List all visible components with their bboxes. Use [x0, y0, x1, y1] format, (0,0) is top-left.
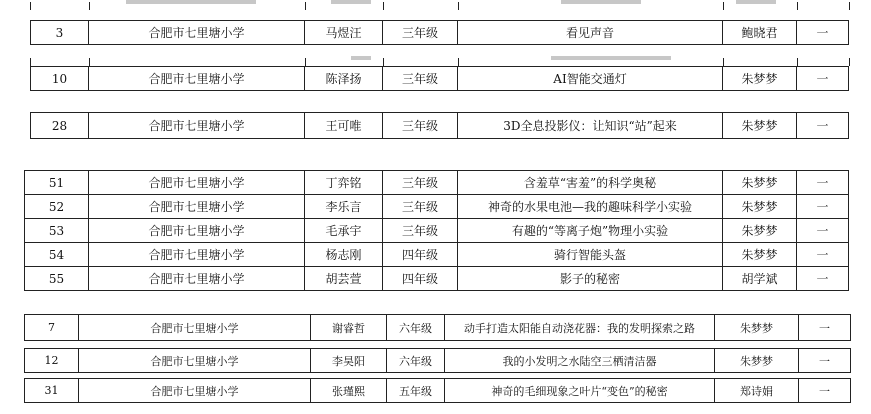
- project-title: 有趣的“等离子炮”物理小实验: [458, 219, 723, 243]
- row-number: 7: [25, 315, 79, 341]
- student-name: 毛承宇: [305, 219, 383, 243]
- award-level: 一: [797, 195, 849, 219]
- teacher-name: 朱梦梦: [723, 195, 797, 219]
- school-name: 合肥市七里塘小学: [89, 243, 305, 267]
- teacher-name: 朱梦梦: [715, 349, 799, 373]
- row-number: 51: [25, 171, 89, 195]
- table-row: [25, 315, 851, 341]
- project-title: 我的小发明之水陆空三栖清洁器: [445, 349, 715, 373]
- table-row: [25, 349, 851, 373]
- student-name: 谢睿哲: [311, 315, 387, 341]
- row-number: 3: [31, 21, 89, 45]
- project-title: 影子的秘密: [458, 267, 723, 291]
- student-name: 李乐言: [305, 195, 383, 219]
- student-name: 杨志刚: [305, 243, 383, 267]
- award-level: 一: [799, 379, 851, 403]
- row-number: 54: [25, 243, 89, 267]
- award-table-block: [24, 170, 849, 291]
- table-row: [25, 379, 851, 403]
- row-number: 12: [25, 349, 79, 373]
- award-level: 一: [799, 315, 851, 341]
- student-name: 王可唯: [305, 113, 383, 139]
- school-name: 合肥市七里塘小学: [79, 315, 311, 341]
- school-name: 合肥市七里塘小学: [79, 379, 311, 403]
- cropped-row-fragment-mid: [30, 58, 850, 66]
- school-name: 合肥市七里塘小学: [89, 113, 305, 139]
- award-table-block: [30, 112, 849, 139]
- grade: 四年级: [383, 267, 458, 291]
- award-level: 一: [797, 267, 849, 291]
- row-number: 28: [31, 113, 89, 139]
- table-row: [25, 171, 849, 195]
- grade: 五年级: [387, 379, 445, 403]
- award-table-block: [24, 314, 851, 341]
- row-number: 31: [25, 379, 79, 403]
- project-title: 神奇的水果电池—我的趣味科学小实验: [458, 195, 723, 219]
- teacher-name: 朱梦梦: [723, 171, 797, 195]
- student-name: 胡芸萱: [305, 267, 383, 291]
- teacher-name: 朱梦梦: [723, 243, 797, 267]
- school-name: 合肥市七里塘小学: [89, 21, 305, 45]
- table-row: [25, 267, 849, 291]
- project-title: 含羞草“害羞”的科学奥秘: [458, 171, 723, 195]
- award-level: 一: [797, 243, 849, 267]
- teacher-name: 朱梦梦: [723, 219, 797, 243]
- cropped-row-fragment-top: [30, 2, 850, 10]
- grade: 三年级: [383, 21, 458, 45]
- student-name: 张瑾熙: [311, 379, 387, 403]
- project-title: 看见声音: [458, 21, 723, 45]
- project-title: AI智能交通灯: [458, 67, 723, 91]
- award-level: 一: [797, 113, 849, 139]
- grade: 三年级: [383, 219, 458, 243]
- grade: 六年级: [387, 349, 445, 373]
- award-level: 一: [799, 349, 851, 373]
- row-number: 55: [25, 267, 89, 291]
- grade: 四年级: [383, 243, 458, 267]
- school-name: 合肥市七里塘小学: [89, 267, 305, 291]
- award-level: 一: [797, 21, 849, 45]
- award-level: 一: [797, 171, 849, 195]
- school-name: 合肥市七里塘小学: [89, 67, 305, 91]
- award-table-block: [24, 348, 851, 373]
- project-title: 动手打造太阳能自动浇花器：我的发明探索之路: [445, 315, 715, 341]
- table-row: [25, 243, 849, 267]
- project-title: 骑行智能头盔: [458, 243, 723, 267]
- teacher-name: 郑诗娟: [715, 379, 799, 403]
- student-name: 马煜汪: [305, 21, 383, 45]
- table-row: [31, 113, 849, 139]
- teacher-name: 朱梦梦: [723, 67, 797, 91]
- student-name: 丁弈铭: [305, 171, 383, 195]
- grade: 六年级: [387, 315, 445, 341]
- student-name: 李昊阳: [311, 349, 387, 373]
- row-number: 10: [31, 67, 89, 91]
- school-name: 合肥市七里塘小学: [89, 219, 305, 243]
- award-level: 一: [797, 67, 849, 91]
- award-table-block: [30, 20, 849, 45]
- teacher-name: 朱梦梦: [715, 315, 799, 341]
- award-table-block: [30, 66, 849, 91]
- table-row: [31, 67, 849, 91]
- table-row: [25, 219, 849, 243]
- table-row: [25, 195, 849, 219]
- grade: 三年级: [383, 67, 458, 91]
- student-name: 陈泽扬: [305, 67, 383, 91]
- teacher-name: 胡学斌: [723, 267, 797, 291]
- grade: 三年级: [383, 113, 458, 139]
- table-row: [31, 21, 849, 45]
- teacher-name: 朱梦梦: [723, 113, 797, 139]
- project-title: 3D全息投影仪：让知识“站”起来: [458, 113, 723, 139]
- award-level: 一: [797, 219, 849, 243]
- school-name: 合肥市七里塘小学: [89, 195, 305, 219]
- school-name: 合肥市七里塘小学: [89, 171, 305, 195]
- row-number: 52: [25, 195, 89, 219]
- award-table-block: [24, 378, 851, 403]
- grade: 三年级: [383, 171, 458, 195]
- school-name: 合肥市七里塘小学: [79, 349, 311, 373]
- grade: 三年级: [383, 195, 458, 219]
- teacher-name: 鲍晓君: [723, 21, 797, 45]
- row-number: 53: [25, 219, 89, 243]
- project-title: 神奇的毛细现象之叶片“变色”的秘密: [445, 379, 715, 403]
